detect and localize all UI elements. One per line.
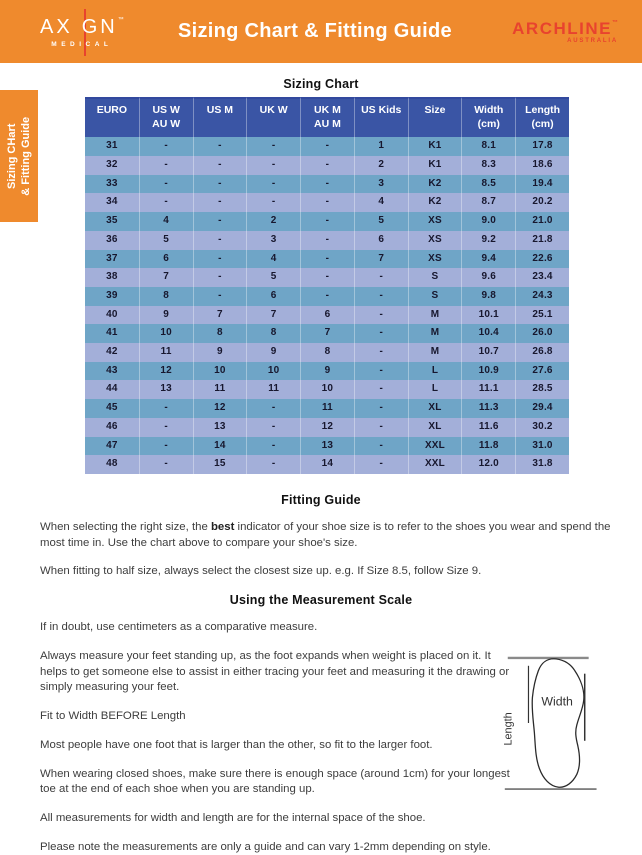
table-row (85, 418, 569, 437)
table-cell: 44 (85, 380, 139, 399)
table-cell: - (300, 287, 354, 306)
table-cell: 41 (85, 324, 139, 343)
table-cell: - (354, 455, 408, 474)
table-cell: 21.0 (515, 212, 569, 231)
table-cell: - (246, 193, 300, 212)
diagram-width-label: Width (541, 694, 573, 709)
table-cell: - (354, 380, 408, 399)
foot-outline-icon (532, 659, 584, 787)
table-cell: 11.3 (461, 399, 515, 418)
bold-word: best (210, 520, 235, 533)
table-cell: 9.4 (461, 250, 515, 269)
table-cell: 9 (300, 362, 354, 381)
table-row (85, 193, 569, 212)
table-cell: S (408, 287, 462, 306)
axign-logo-subtext: MEDICAL (51, 41, 113, 48)
side-tab-sizing-chart (0, 90, 38, 222)
table-cell: 32 (85, 156, 139, 175)
table-cell: 9.2 (461, 231, 515, 250)
table-cell: 40 (85, 306, 139, 325)
axign-medical-logo (34, 13, 130, 50)
table-cell: 9 (246, 343, 300, 362)
table-cell: 13 (139, 380, 193, 399)
fitting-guide-paragraph-1 (40, 520, 618, 551)
archline-logo-text: ARCHLINE (512, 18, 612, 38)
sizing-chart-heading: Sizing Chart (283, 77, 359, 91)
table-cell: 13 (193, 418, 247, 437)
table-cell: XL (408, 418, 462, 437)
table-cell: 19.4 (515, 175, 569, 194)
table-row (85, 175, 569, 194)
table-cell: 21.8 (515, 231, 569, 250)
table-cell: - (246, 175, 300, 194)
sizing-table (85, 97, 569, 474)
table-cell: XXL (408, 437, 462, 456)
table-cell: 8 (300, 343, 354, 362)
table-cell: 8.5 (461, 175, 515, 194)
table-cell: - (193, 156, 247, 175)
table-cell: 11 (139, 343, 193, 362)
table-cell: - (300, 212, 354, 231)
table-cell: 9.8 (461, 287, 515, 306)
table-cell: XS (408, 250, 462, 269)
table-cell: 7 (139, 268, 193, 287)
table-cell: - (139, 193, 193, 212)
side-tab-line2: & Fitting Guide (20, 116, 33, 196)
table-cell: 12 (139, 362, 193, 381)
table-row (85, 399, 569, 418)
table-cell: - (246, 137, 300, 156)
measurement-paragraph-3: Fit to Width BEFORE Length (40, 710, 186, 723)
table-cell: 35 (85, 212, 139, 231)
table-cell: - (139, 437, 193, 456)
table-cell: M (408, 343, 462, 362)
table-cell: - (354, 306, 408, 325)
table-cell: 8 (193, 324, 247, 343)
column-header: UK W (246, 97, 300, 137)
table-row (85, 362, 569, 381)
column-header: US M (193, 97, 247, 137)
table-cell: 10 (300, 380, 354, 399)
table-cell: - (193, 287, 247, 306)
table-cell: 33 (85, 175, 139, 194)
table-cell: 8.1 (461, 137, 515, 156)
table-row (85, 437, 569, 456)
table-cell: - (354, 287, 408, 306)
table-cell: - (246, 156, 300, 175)
table-cell: - (193, 231, 247, 250)
table-cell: 11 (193, 380, 247, 399)
column-header: Width (cm) (461, 97, 515, 137)
table-row (85, 212, 569, 231)
table-cell: 7 (246, 306, 300, 325)
table-cell: - (300, 231, 354, 250)
table-row (85, 455, 569, 474)
table-cell: L (408, 362, 462, 381)
table-cell: 6 (139, 250, 193, 269)
table-cell: - (139, 418, 193, 437)
main-content (0, 63, 642, 855)
table-cell: - (246, 418, 300, 437)
table-cell: - (139, 137, 193, 156)
table-cell: XXL (408, 455, 462, 474)
side-tab-line1: Sizing CHart (5, 123, 18, 189)
table-cell: - (246, 399, 300, 418)
foot-measurement-diagram (496, 650, 632, 798)
table-cell: 30.2 (515, 418, 569, 437)
table-cell: - (300, 156, 354, 175)
table-cell: 14 (193, 437, 247, 456)
table-cell: - (354, 343, 408, 362)
table-row (85, 380, 569, 399)
table-cell: 3 (354, 175, 408, 194)
table-cell: - (193, 250, 247, 269)
table-cell: 26.0 (515, 324, 569, 343)
table-cell: 27.6 (515, 362, 569, 381)
measurement-paragraph-7: Please note the measurements are only a guide and can vary 1-2mm depending on style. (40, 840, 491, 853)
column-header: UK M AU M (300, 97, 354, 137)
table-cell: 8 (246, 324, 300, 343)
column-header: US W AU W (139, 97, 193, 137)
paragraph-text: indicator of your shoe size is to refer to the shoes you wear and spend the most time in. Use the chart above to compare your shoe's size. (40, 520, 611, 549)
table-cell: - (354, 268, 408, 287)
measurement-scale-section (40, 593, 618, 855)
table-cell: 28.5 (515, 380, 569, 399)
sizing-table-header (85, 97, 569, 137)
table-cell: 9 (139, 306, 193, 325)
table-cell: 42 (85, 343, 139, 362)
header-banner (0, 0, 642, 63)
table-cell: 10.9 (461, 362, 515, 381)
table-cell: 3 (246, 231, 300, 250)
table-cell: 29.4 (515, 399, 569, 418)
table-cell: 14 (300, 455, 354, 474)
table-cell: 5 (246, 268, 300, 287)
table-cell: - (300, 137, 354, 156)
table-cell: XS (408, 212, 462, 231)
table-cell: - (139, 175, 193, 194)
table-row (85, 137, 569, 156)
table-cell: 5 (139, 231, 193, 250)
table-cell: - (354, 418, 408, 437)
axign-logo-left: AX (40, 16, 73, 38)
table-cell: 12 (193, 399, 247, 418)
table-cell: XL (408, 399, 462, 418)
header-row (85, 97, 569, 137)
table-cell: 7 (193, 306, 247, 325)
table-cell: 48 (85, 455, 139, 474)
table-cell: 39 (85, 287, 139, 306)
table-cell: 11.8 (461, 437, 515, 456)
table-cell: - (354, 437, 408, 456)
column-header: EURO (85, 97, 139, 137)
table-cell: 37 (85, 250, 139, 269)
table-row (85, 306, 569, 325)
table-cell: 31.0 (515, 437, 569, 456)
table-cell: 13 (300, 437, 354, 456)
table-cell: - (300, 193, 354, 212)
table-cell: 12.0 (461, 455, 515, 474)
table-row (85, 231, 569, 250)
table-cell: - (246, 437, 300, 456)
table-cell: 20.2 (515, 193, 569, 212)
table-cell: 9.0 (461, 212, 515, 231)
table-cell: 9.6 (461, 268, 515, 287)
trademark-symbol: ™ (612, 19, 618, 26)
axign-logo-wordmark (40, 17, 124, 37)
measurement-paragraph-2: Always measure your feet standing up, as the foot expands when weight is placed on it. It helps to get someone else to assist in either tracing your feet and measuring it the drawing or simply measuring your feet. (40, 649, 510, 694)
table-cell: 2 (354, 156, 408, 175)
table-row (85, 156, 569, 175)
side-tab-label (5, 117, 34, 196)
table-cell: - (354, 324, 408, 343)
table-cell: 2 (246, 212, 300, 231)
table-cell: 11.6 (461, 418, 515, 437)
archline-logo-subtext: AUSTRALIA (567, 37, 618, 44)
table-cell: 11 (246, 380, 300, 399)
table-cell: 38 (85, 268, 139, 287)
table-cell: 23.4 (515, 268, 569, 287)
measurement-text-column (40, 620, 518, 855)
sizing-table-body (85, 137, 569, 474)
table-cell: S (408, 268, 462, 287)
table-cell: M (408, 306, 462, 325)
table-cell: 11.1 (461, 380, 515, 399)
table-cell: 45 (85, 399, 139, 418)
table-cell: 10 (193, 362, 247, 381)
table-cell: 10 (139, 324, 193, 343)
measurement-paragraph-1: If in doubt, use centimeters as a comparative measure. (40, 621, 318, 634)
table-cell: - (193, 193, 247, 212)
table-cell: 4 (354, 193, 408, 212)
table-cell: - (300, 250, 354, 269)
table-cell: 22.6 (515, 250, 569, 269)
table-cell: 6 (246, 287, 300, 306)
column-header: Size (408, 97, 462, 137)
table-cell: 1 (354, 137, 408, 156)
trademark-symbol: ™ (117, 17, 124, 23)
table-cell: 43 (85, 362, 139, 381)
table-cell: - (246, 455, 300, 474)
table-cell: K1 (408, 137, 462, 156)
table-cell: 6 (300, 306, 354, 325)
table-cell: - (354, 362, 408, 381)
table-cell: 26.8 (515, 343, 569, 362)
table-row (85, 268, 569, 287)
table-cell: 10.1 (461, 306, 515, 325)
page-title: Sizing Chart & Fitting Guide (177, 20, 452, 42)
table-cell: K1 (408, 156, 462, 175)
fitting-guide-paragraph-2: When fitting to half size, always select the closest size up. e.g. If Size 8.5, follow Size 9. (40, 565, 482, 578)
measurement-paragraph-5: When wearing closed shoes, make sure there is enough space (around 1cm) for your longest toe at the end of each shoe when you are standing up. (40, 767, 510, 796)
table-cell: M (408, 324, 462, 343)
table-cell: 8.7 (461, 193, 515, 212)
archline-logo-wordmark (512, 20, 618, 37)
table-cell: 46 (85, 418, 139, 437)
paragraph-text: When selecting the right size, the (40, 520, 211, 533)
table-cell: K2 (408, 175, 462, 194)
measurement-paragraph-6: All measurements for width and length are for the internal space of the shoe. (40, 812, 426, 825)
column-header: US Kids (354, 97, 408, 137)
column-header: Length (cm) (515, 97, 569, 137)
table-cell: 6 (354, 231, 408, 250)
table-cell: - (139, 156, 193, 175)
measurement-paragraph-4: Most people have one foot that is larger than the other, so fit to the larger foot. (40, 738, 433, 751)
table-cell: 34 (85, 193, 139, 212)
table-cell: 10 (246, 362, 300, 381)
table-row (85, 287, 569, 306)
table-cell: - (354, 399, 408, 418)
table-cell: - (193, 137, 247, 156)
table-cell: 5 (354, 212, 408, 231)
table-cell: 10.7 (461, 343, 515, 362)
table-cell: - (300, 268, 354, 287)
table-cell: 10.4 (461, 324, 515, 343)
axign-logo-right: GN (81, 16, 118, 38)
table-cell: K2 (408, 193, 462, 212)
table-cell: 31 (85, 137, 139, 156)
table-cell: 17.8 (515, 137, 569, 156)
table-row (85, 250, 569, 269)
table-cell: 18.6 (515, 156, 569, 175)
table-row (85, 324, 569, 343)
table-row (85, 343, 569, 362)
table-cell: - (139, 399, 193, 418)
table-cell: - (193, 212, 247, 231)
diagram-length-label: Length (502, 712, 515, 746)
table-cell: 24.3 (515, 287, 569, 306)
table-cell: XS (408, 231, 462, 250)
table-cell: 11 (300, 399, 354, 418)
table-cell: L (408, 380, 462, 399)
table-cell: - (300, 175, 354, 194)
measurement-scale-heading: Using the Measurement Scale (229, 593, 413, 608)
table-cell: 36 (85, 231, 139, 250)
table-cell: 7 (354, 250, 408, 269)
table-cell: - (139, 455, 193, 474)
table-cell: 4 (139, 212, 193, 231)
table-cell: 7 (300, 324, 354, 343)
fitting-guide-heading: Fitting Guide (281, 492, 361, 507)
table-cell: 8.3 (461, 156, 515, 175)
table-cell: 31.8 (515, 455, 569, 474)
table-cell: 47 (85, 437, 139, 456)
archline-australia-logo (512, 20, 622, 44)
table-cell: 4 (246, 250, 300, 269)
table-cell: 25.1 (515, 306, 569, 325)
table-cell: 8 (139, 287, 193, 306)
table-cell: 12 (300, 418, 354, 437)
table-cell: - (193, 175, 247, 194)
table-cell: 15 (193, 455, 247, 474)
table-cell: 9 (193, 343, 247, 362)
table-cell: - (193, 268, 247, 287)
